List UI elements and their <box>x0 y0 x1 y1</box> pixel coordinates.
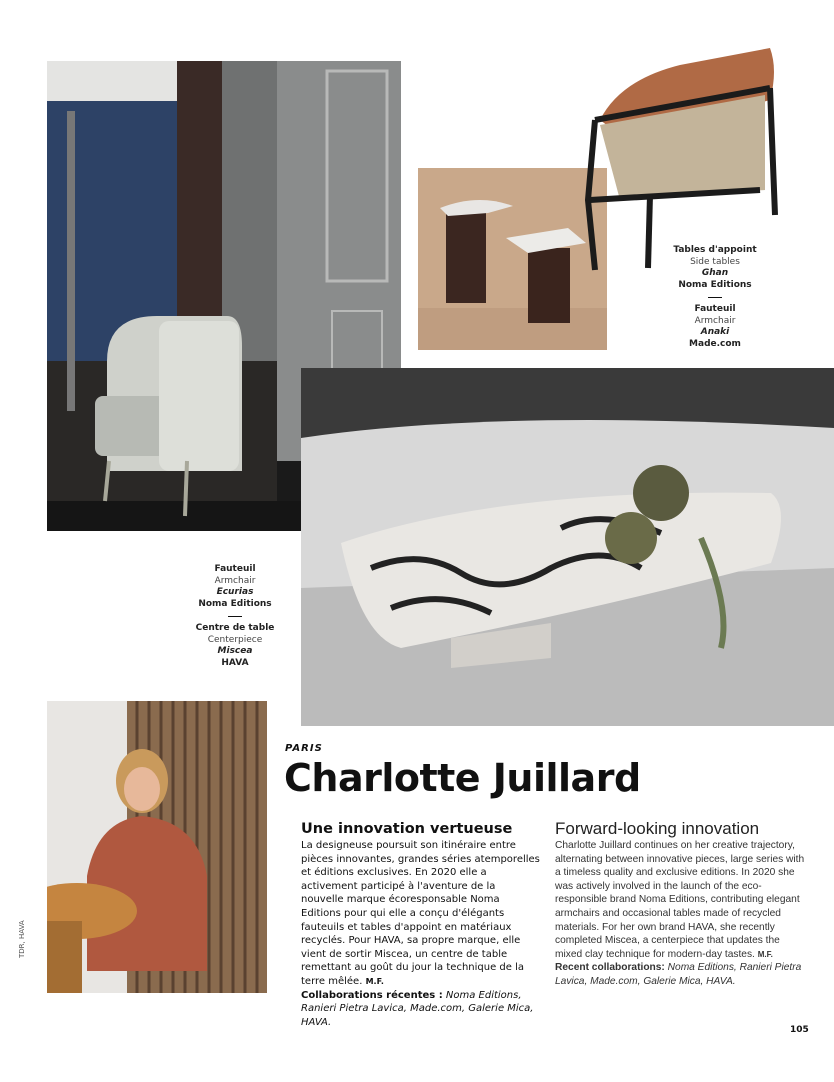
french-collab-label: Collaborations récentes : <box>301 989 443 1001</box>
english-body <box>555 839 805 961</box>
article-title: Charlotte Juillard <box>284 756 641 800</box>
caption-brand: Made.com <box>689 338 741 349</box>
english-collab-list: Noma Editions, Ranieri Pietra Lavica, Made.com, Galerie Mica, HAVA. <box>555 962 802 987</box>
caption-brand: HAVA <box>221 657 249 668</box>
french-heading: Une innovation vertueuse <box>301 821 513 837</box>
caption-brand: Noma Editions <box>198 598 272 609</box>
caption-sub: Side tables <box>690 256 740 267</box>
caption-armchair-centerpiece <box>175 564 295 669</box>
caption-title: Tables d'appoint <box>673 245 757 255</box>
caption-divider <box>708 297 722 298</box>
english-collaborations <box>555 961 805 988</box>
english-heading: Forward-looking innovation <box>555 819 760 838</box>
caption-model: Ghan <box>701 268 729 278</box>
caption-side-tables <box>655 245 775 350</box>
caption-sub: Armchair <box>694 315 736 326</box>
article-kicker: PARIS <box>285 743 323 754</box>
english-signature: M.F. <box>757 949 773 959</box>
page-number: 105 <box>790 1025 809 1035</box>
french-collaborations <box>301 989 541 1030</box>
french-body-text: La designeuse poursuit son itinéraire entre pièces innovantes, grandes séries atemporelles et éditions exclusives. En 2020 elle a activement participé à l'aventure de la nouvelle marque écoresponsable Noma Editions pour qui elle a conçu d'élégants fauteuils et tables d'appoint en matériaux recyclés. Pour HAVA, sa propre marque, elle vient de sortir Miscea, un centre de table remettant au goût du jour la technique de la terre mêlée. <box>301 840 540 987</box>
french-body <box>301 839 541 989</box>
photo-armchair-anaki <box>560 40 785 275</box>
caption-model: Miscea <box>217 646 253 656</box>
caption-title: Centre de table <box>195 623 275 633</box>
caption-divider <box>228 616 242 617</box>
caption-sub: Armchair <box>214 575 256 586</box>
caption-model: Ecurias <box>216 587 254 597</box>
french-signature: M.F. <box>365 976 384 986</box>
photo-portrait-charlotte <box>47 701 267 993</box>
caption-model: Anaki <box>700 327 730 337</box>
caption-title: Fauteuil <box>694 304 736 314</box>
photo-credit: TDR, HAVA <box>18 920 26 958</box>
caption-brand: Noma Editions <box>678 279 752 290</box>
article-column-french <box>301 820 541 1029</box>
french-collab-list: Noma Editions, Ranieri Pietra Lavica, Made.com, Galerie Mica, HAVA. <box>301 989 534 1028</box>
english-collab-label: Recent collaborations: <box>555 962 665 974</box>
caption-sub: Centerpiece <box>207 634 263 645</box>
article-column-english <box>555 820 805 989</box>
english-body-text: Charlotte Juillard continues on her creative trajectory, alternating between innovative pieces, large series with a timeless quality and exclusive editions. In 2020 she was actively involved in the launch of the eco-responsible brand Noma Editions, contributing elegant armchairs and occasional tables made of recycled materials. For her own brand HAVA, she recently completed Miscea, a centerpiece that updates the mixed clay technique for modern-day tastes. <box>555 840 805 960</box>
caption-title: Fauteuil <box>214 564 256 574</box>
photo-centerpiece-miscea <box>301 368 834 726</box>
